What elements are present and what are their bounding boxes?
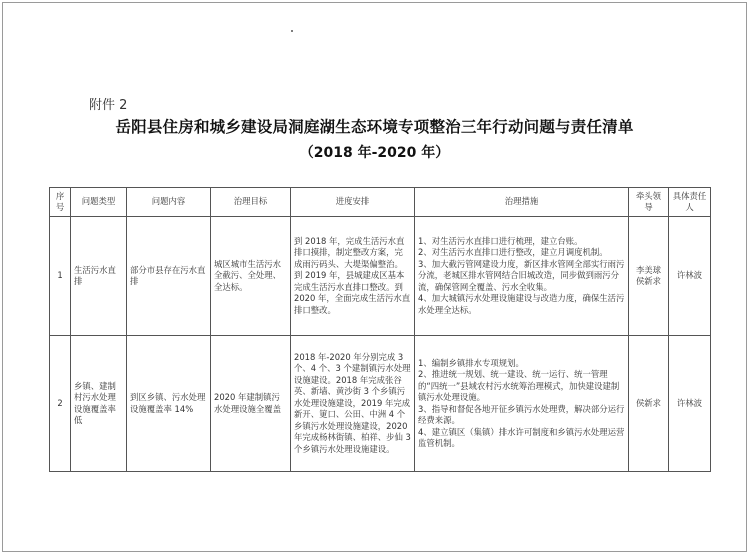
cell-person: 许林波 — [669, 217, 711, 336]
scan-speck — [291, 30, 293, 32]
header-schedule: 进度安排 — [291, 188, 415, 217]
header-content: 问题内容 — [127, 188, 211, 217]
measure-item: 3、加大截污管网建设力度，新区排水管网全部实行雨污分流，老城区排水管网结合旧城改造，同步做到雨污分流，确保管网全覆盖、污水全收集。 — [418, 258, 625, 292]
table-row — [50, 217, 711, 336]
cell-schedule: 到 2018 年，完成生活污水直排口摸排，制定整改方案，完成雨污码头、大堤渠偏整治。到 2019 年，县城建成区基本完成生活污水直排口整改。到 2020 年，全面完成生活污水直排口整改。 — [291, 217, 415, 336]
cell-goal: 2020 年建制镇污水处理设施全覆盖 — [211, 336, 291, 472]
cell-type: 生活污水直排 — [71, 217, 127, 336]
cell-content: 到区乡镇、污水处理设施覆盖率 14% — [127, 336, 211, 472]
measure-item: 2、推进统一规划、统一建设、统一运行、统一管理的“四统一”县域农村污水统筹治理模式，加快建设建制镇污水处理设施。 — [418, 369, 620, 402]
cell-measures — [415, 217, 629, 336]
document-subtitle: （2018 年-2020 年） — [299, 145, 450, 161]
cell-schedule: 2018 年-2020 年分别完成 3 个、4 个、3 个建制镇污水处理设施建设。2018 年完成张谷英、新墙、黄沙街 3 个乡镇污水处理设施建设，2019 年完成新开、筻口、公田、中洲 4 个乡镇污水处理设施建设，2020 年完成杨林街镇、柏祥、步仙 3 个乡镇污水处理设施建设。 — [291, 336, 415, 472]
measure-item: 4、建立镇区（集镇）排水许可制度和乡镇污水处理运营监管机制。 — [418, 426, 625, 448]
cell-measures — [415, 336, 629, 472]
header-goal: 治理目标 — [211, 188, 291, 217]
issue-responsibility-table — [49, 187, 711, 472]
header-seq: 序号 — [50, 188, 71, 217]
cell-type: 乡镇、建制村污水处理设施覆盖率低 — [71, 336, 127, 472]
measure-item: 1、编制乡镇排水专项规划。 — [418, 357, 524, 368]
header-person: 具体责任人 — [669, 188, 711, 217]
header-measures: 治理措施 — [415, 188, 629, 217]
attachment-label: 附件 2 — [89, 98, 128, 113]
measure-item: 4、加大城镇污水处理设施建设与改造力度，确保生活污水处理全达标。 — [418, 293, 625, 315]
header-type: 问题类型 — [71, 188, 127, 217]
cell-lead: 侯新求 — [629, 336, 669, 472]
cell-goal: 城区城市生活污水全截污、全处理、全达标。 — [211, 217, 291, 336]
header-lead: 牵头领导 — [629, 188, 669, 217]
table-row — [50, 336, 711, 472]
cell-content: 部分市县存在污水直排 — [127, 217, 211, 336]
measure-item: 3、指导和督促各地开征乡镇污水处理费，解决部分运行经费来源。 — [418, 403, 625, 425]
document-title: 岳阳县住房和城乡建设局洞庭湖生态环境专项整治三年行动问题与责任清单 — [115, 118, 634, 136]
cell-lead: 李美球 侯新求 — [629, 217, 669, 336]
measure-item: 2、对生活污水直排口进行整改，建立月调度机制。 — [418, 247, 608, 258]
measure-item: 1、对生活污水直排口进行梳理，建立台账。 — [418, 235, 583, 246]
table-header-row — [50, 188, 711, 217]
cell-person: 许林波 — [669, 336, 711, 472]
cell-seq: 1 — [50, 217, 71, 336]
cell-seq: 2 — [50, 336, 71, 472]
